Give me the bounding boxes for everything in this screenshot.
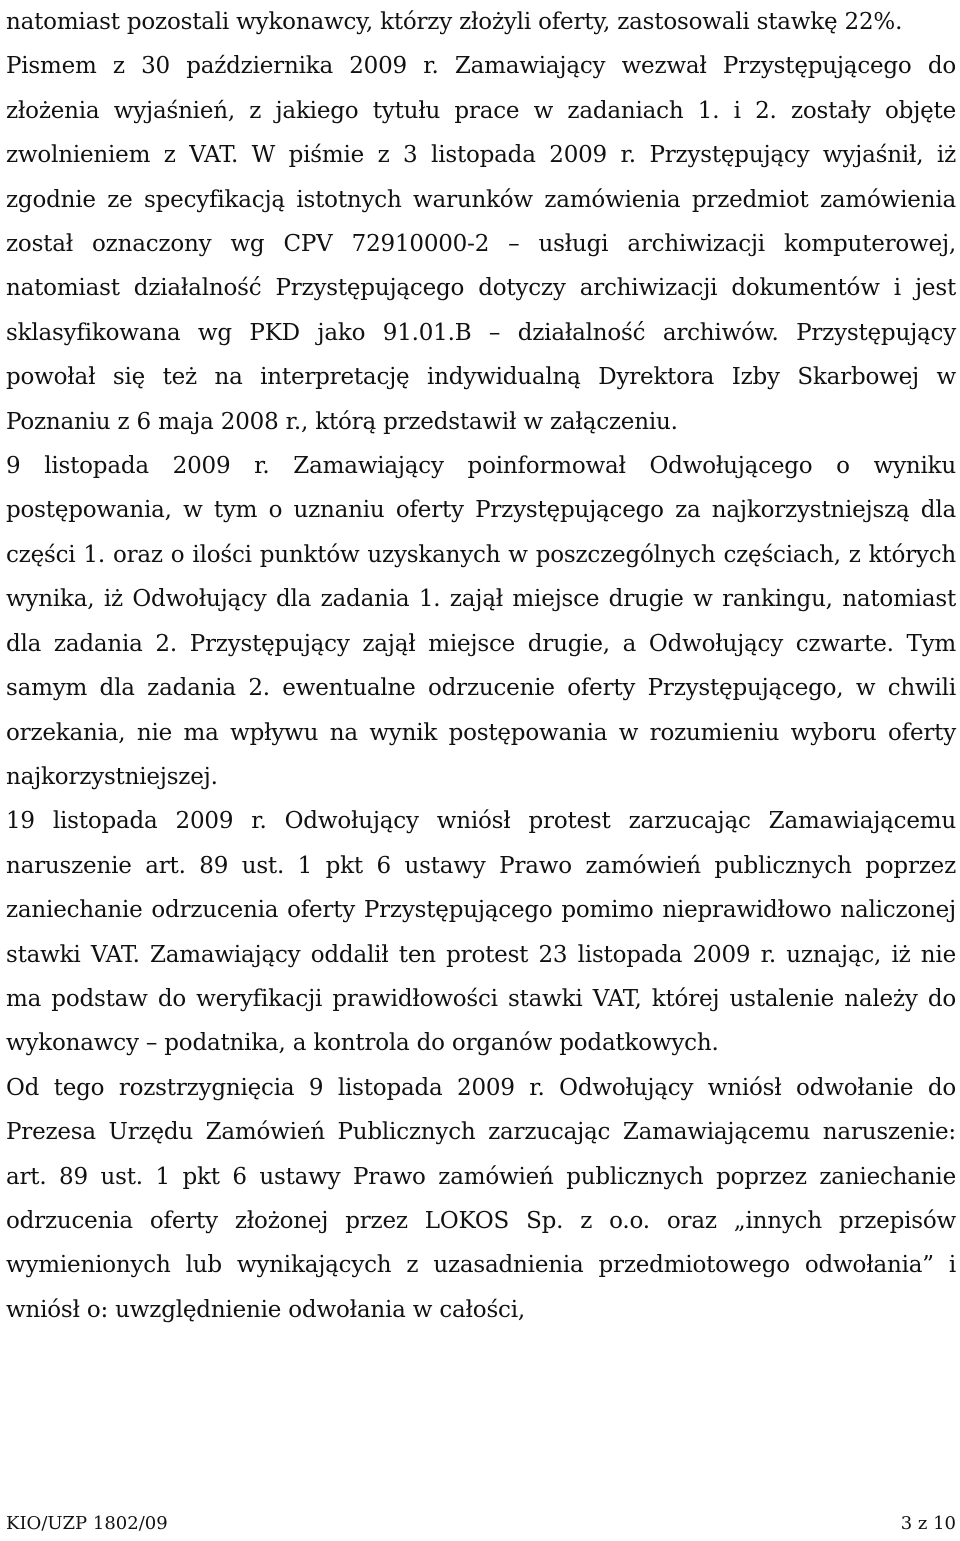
paragraph-vat-rate: natomiast pozostali wykonawcy, którzy złożyli oferty, zastosowali stawkę 22%. (6, 9, 903, 35)
case-number: KIO/UZP 1802/09 (6, 1513, 168, 1534)
page-number: 3 z 10 (900, 1513, 956, 1534)
paragraph-appeal: Od tego rozstrzygnięcia 9 listopada 2009 r. Odwołujący wniósł odwołanie do Prezesa Urzędu Zamówień Publicznych zarzucając Zamawiającemu naruszenie: art. 89 ust. 1 pkt 6 ustawy Prawo zamówień publicznych poprzez zaniechanie odrzucenia oferty złożonej przez LOKOS Sp. z o.o. oraz „innych przepisów wymienionych lub wynikających z uzasadnienia przedmiotowego odwołania” i wniósł o: uwzględnienie odwołania w całości, (6, 1074, 956, 1323)
paragraph-result-notification: 9 listopada 2009 r. Zamawiający poinformował Odwołującego o wyniku postępowania, w tym o uznaniu oferty Przystępującego za najkorzystniejszą dla części 1. oraz o ilości punktów uzyskanych w poszczególnych częściach, z których wynika, iż Odwołujący dla zadania 1. zajął miejsce drugie w rankingu, natomiast dla zadania 2. Przystępujący zajął miejsce drugie, a Odwołujący czwarte. Tym samym dla zadania 2. ewentualne odrzucenie oferty Przystępującego, w chwili orzekania, nie ma wpływu na wynik postępowania w rozumieniu wyboru oferty najkorzystniejszej. (6, 453, 956, 790)
paragraph-explanation-request: Pismem z 30 października 2009 r. Zamawiający wezwał Przystępującego do złożenia wyjaśnień, z jakiego tytułu prace w zadaniach 1. i 2. zostały objęte zwolnieniem z VAT. W piśmie z 3 listopada 2009 r. Przystępujący wyjaśnił, iż zgodnie ze specyfikacją istotnych warunków zamówienia przedmiot zamówienia został oznaczony wg CPV 72910000-2 – usługi archiwizacji komputerowej, natomiast działalność Przystępującego dotyczy archiwizacji dokumentów i jest sklasyfikowana wg PKD jako 91.01.B – działalność archiwów. Przystępujący powołał się też na interpretację indywidualną Dyrektora Izby Skarbowej w Poznaniu z 6 maja 2008 r., którą przedstawił w załączeniu. (6, 53, 956, 435)
paragraph-protest: 19 listopada 2009 r. Odwołujący wniósł protest zarzucając Zamawiającemu naruszenie art. 89 ust. 1 pkt 6 ustawy Prawo zamówień publicznych poprzez zaniechanie odrzucenia oferty Przystępującego pomimo nieprawidłowo naliczonej stawki VAT. Zamawiający oddalił ten protest 23 listopada 2009 r. uznając, iż nie ma podstaw do weryfikacji prawidłowości stawki VAT, której ustalenie należy do wykonawcy – podatnika, a kontrola do organów podatkowych. (6, 808, 956, 1057)
document-body (6, 0, 956, 1332)
